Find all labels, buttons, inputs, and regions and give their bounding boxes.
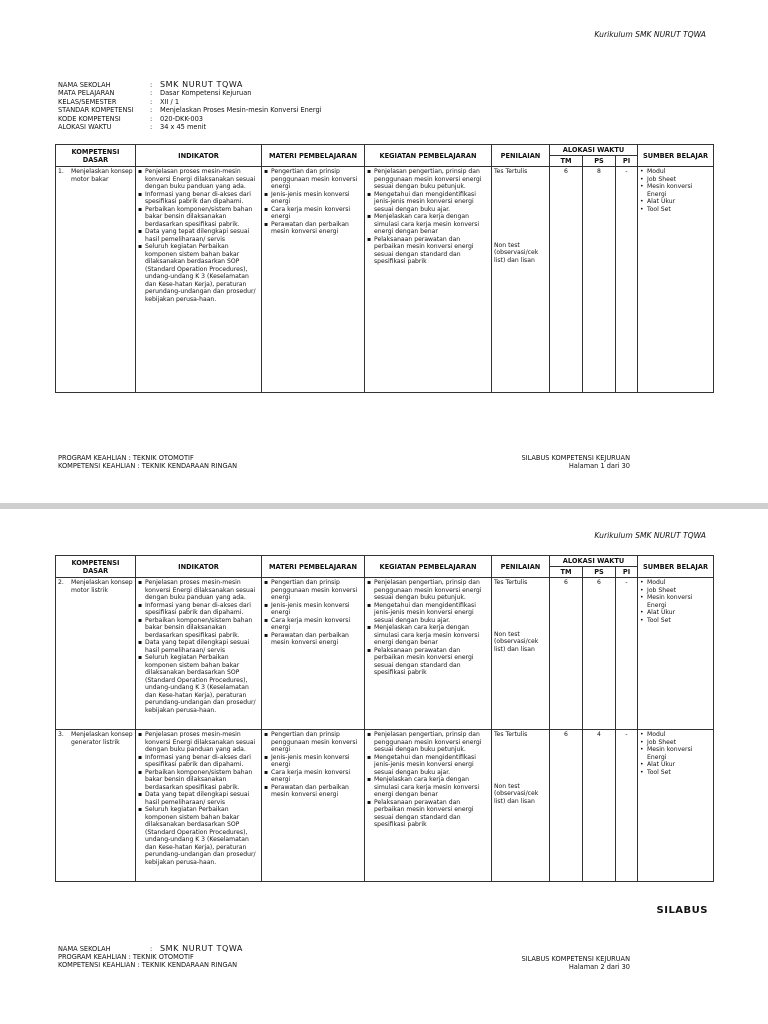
tm-cell: 6	[550, 167, 583, 393]
list-item: ▪ Penjelasan pengertian, prinsip dan penggunaan mesin konversi energi sesuai dengan buku petunjuk.	[374, 579, 489, 602]
page-number: Halaman 2 dari 30	[568, 963, 630, 971]
list-item: ▪ Perawatan dan perbaikan mesin konversi energi	[271, 784, 362, 799]
school-name: SMK NURUT TQWA	[160, 80, 243, 89]
header-pi: PI	[616, 156, 638, 167]
curriculum-header: Kurikulum SMK NURUT TQWA	[594, 30, 706, 39]
pi-cell: -	[616, 730, 638, 882]
header-pi: PI	[616, 567, 638, 578]
list-item: • Mesin konversi Energi	[647, 746, 711, 761]
list-item: • Modul	[647, 731, 711, 739]
table-row	[56, 578, 714, 730]
header-kompetensi: KOMPETENSI DASAR	[56, 556, 136, 578]
materi-cell	[262, 167, 365, 393]
info-row: KELAS/SEMESTER : XII / 1	[58, 97, 180, 106]
list-item: • Tool Set	[647, 769, 711, 777]
info-row: STANDAR KOMPETENSI : Menjelaskan Proses Mesin-mesin Konversi Energi	[58, 106, 322, 115]
list-item: • Alat Ukur	[647, 609, 711, 617]
header-indikator: INDIKATOR	[136, 145, 262, 167]
document-page-1	[0, 0, 768, 503]
syllabus-table-2	[55, 555, 714, 882]
sop-text: (Standard Operation Procedures), undang-undang K 3 (Keselamatan dan Kese-hatan Kerja), peraturan perundang-undangan dan prosedur/ kebijakan perusa-haan.	[145, 676, 256, 714]
list-item: • Job Sheet	[647, 587, 711, 595]
materi-cell	[262, 578, 365, 730]
list-item: • Tool Set	[647, 206, 711, 214]
list-item: ▪ Pengertian dan prinsip penggunaan mesin konversi energi	[271, 731, 362, 754]
list-item: • Mesin konversi Energi	[647, 183, 711, 198]
penilaian-cell: Tes Tertulis Non test (observasi/cek list) dan lisan	[492, 578, 550, 730]
list-item: ▪ Data yang tepat dilengkapi sesuai hasil pemeliharaan/ servis	[145, 228, 259, 243]
footer-right: SILABUS KOMPETENSI KEJURUAN Halaman 2 dari 30	[514, 955, 630, 971]
kompetensi-cell: 2. Menjelaskan konsep motor listrik	[56, 578, 136, 730]
list-item: ▪ Menjelaskan cara kerja dengan simulasi cara kerja mesin konversi energi dengan benar	[374, 624, 489, 647]
list-item: ▪ Pengertian dan prinsip penggunaan mesin konversi energi	[271, 168, 362, 191]
tm-cell: 6	[550, 730, 583, 882]
info-row: ALOKASI WAKTU : 34 x 45 menit	[58, 123, 207, 132]
materi-cell	[262, 730, 365, 882]
kompetensi-cell: 3. Menjelaskan konsep generator listrik	[56, 730, 136, 882]
list-item: • Mesin konversi Energi	[647, 594, 711, 609]
list-item: ▪ Pelaksanaan perawatan dan perbaikan mesin konversi energi sesuai dengan standard dan spesifikasi pabrik	[374, 799, 489, 829]
list-item: ▪ Perbaikan komponen/sistem bahan bakar bensin dilaksanakan berdasarkan spesifikasi pabrik.	[145, 206, 259, 229]
list-item: ▪ Penjelasan pengertian, prinsip dan penggunaan mesin konversi energi sesuai dengan buku petunjuk.	[374, 168, 489, 191]
list-item: • Modul	[647, 579, 711, 587]
list-item: ▪ Jenis-jenis mesin konversi energi	[271, 602, 362, 617]
list-item: • Job Sheet	[647, 176, 711, 184]
list-item: ▪ Perawatan dan perbaikan mesin konversi energi	[271, 632, 362, 647]
table-row	[56, 167, 714, 393]
header-sumber: SUMBER BELAJAR	[638, 556, 714, 578]
school-info	[58, 81, 321, 131]
syllabus-table-1	[55, 144, 714, 393]
header-alokasi: ALOKASI WAKTU	[550, 556, 638, 567]
list-item: ▪ Penjelasan proses mesin-mesin konversi Energi dilaksanakan sesuai dengan buku panduan yang ada.	[145, 579, 259, 602]
curriculum-header: Kurikulum SMK NURUT TQWA	[594, 531, 706, 540]
list-item: ▪ Mengetahui dan mengidentifikasi jenis-jenis mesin konversi energi sesuai dengan buku ajar.	[374, 191, 489, 214]
list-item: ▪ Penjelasan proses mesin-mesin konversi Energi dilaksanakan sesuai dengan buku panduan yang ada.	[145, 731, 259, 754]
kegiatan-cell	[365, 578, 492, 730]
list-item: ▪ Seluruh kegiatan Perbaikan komponen sistem bahan bakar dilaksanakan berdasarkan SOP	[145, 654, 259, 677]
header-materi: MATERI PEMBELAJARAN	[262, 145, 365, 167]
sumber-cell	[638, 730, 714, 882]
footer-right: SILABUS KOMPETENSI KEJURUAN Halaman 1 dari 30	[514, 454, 630, 470]
list-item: ▪ Informasi yang benar di-akses dari spesifikasi pabrik dan dipahami.	[145, 754, 259, 769]
header-tm: TM	[550, 567, 583, 578]
indikator-cell	[136, 578, 262, 730]
list-item: • Alat Ukur	[647, 198, 711, 206]
list-item: ▪ Menjelaskan cara kerja dengan simulasi cara kerja mesin konversi energi dengan benar	[374, 776, 489, 799]
sumber-cell	[638, 578, 714, 730]
list-item: ▪ Jenis-jenis mesin konversi energi	[271, 754, 362, 769]
header-penilaian: PENILAIAN	[492, 556, 550, 578]
list-item: ▪ Seluruh kegiatan Perbaikan komponen sistem bahan bakar dilaksanakan berdasarkan SOP	[145, 243, 259, 266]
kompetensi-cell: 1. Menjelaskan konsep motor bakar	[56, 167, 136, 393]
list-item: ▪ Cara kerja mesin konversi energi	[271, 617, 362, 632]
header-kompetensi: KOMPETENSI DASAR	[56, 145, 136, 167]
list-item: ▪ Seluruh kegiatan Perbaikan komponen sistem bahan bakar dilaksanakan berdasarkan SOP	[145, 806, 259, 829]
list-item: ▪ Data yang tepat dilengkapi sesuai hasil pemeliharaan/ servis	[145, 791, 259, 806]
list-item: ▪ Mengetahui dan mengidentifikasi jenis-jenis mesin konversi energi sesuai dengan buku ajar.	[374, 602, 489, 625]
sumber-cell	[638, 167, 714, 393]
list-item: ▪ Penjelasan proses mesin-mesin konversi Energi dilaksanakan sesuai dengan buku panduan yang ada.	[145, 168, 259, 191]
ps-cell: 8	[583, 167, 616, 393]
indikator-cell	[136, 730, 262, 882]
list-item: ▪ Data yang tepat dilengkapi sesuai hasil pemeliharaan/ servis	[145, 639, 259, 654]
list-item: ▪ Perbaikan komponen/sistem bahan bakar bensin dilaksanakan berdasarkan spesifikasi pabrik.	[145, 769, 259, 792]
page-number: Halaman 1 dari 30	[568, 462, 630, 470]
list-item: • Job Sheet	[647, 739, 711, 747]
info-row: MATA PELAJARAN : Dasar Kompetensi Kejuruan	[58, 89, 252, 98]
list-item: ▪ Menjelaskan cara kerja dengan simulasi cara kerja mesin konversi energi dengan benar	[374, 213, 489, 236]
info-row: KODE KOMPETENSI : 020-DKK-003	[58, 114, 203, 123]
header-alokasi: ALOKASI WAKTU	[550, 145, 638, 156]
list-item: ▪ Informasi yang benar di-akses dari spesifikasi pabrik dan dipahami.	[145, 602, 259, 617]
table-row	[56, 730, 714, 882]
pi-cell: -	[616, 167, 638, 393]
header-tm: TM	[550, 156, 583, 167]
kegiatan-cell	[365, 167, 492, 393]
tm-cell: 6	[550, 578, 583, 730]
list-item: ▪ Mengetahui dan mengidentifikasi jenis-jenis mesin konversi energi sesuai dengan buku ajar.	[374, 754, 489, 777]
list-item: • Tool Set	[647, 617, 711, 625]
header-penilaian: PENILAIAN	[492, 145, 550, 167]
header-kegiatan: KEGIATAN PEMBELAJARAN	[365, 145, 492, 167]
pi-cell: -	[616, 578, 638, 730]
list-item: ▪ Pelaksanaan perawatan dan perbaikan mesin konversi energi sesuai dengan standard dan spesifikasi pabrik	[374, 236, 489, 266]
indikator-cell	[136, 167, 262, 393]
penilaian-cell: Tes Tertulis Non test (observasi/cek list) dan lisan	[492, 167, 550, 393]
list-item: ▪ Pelaksanaan perawatan dan perbaikan mesin konversi energi sesuai dengan standard dan spesifikasi pabrik	[374, 647, 489, 677]
list-item: ▪ Penjelasan pengertian, prinsip dan penggunaan mesin konversi energi sesuai dengan buku petunjuk.	[374, 731, 489, 754]
header-kegiatan: KEGIATAN PEMBELAJARAN	[365, 556, 492, 578]
ps-cell: 6	[583, 578, 616, 730]
footer-left: NAMA SEKOLAH : SMK NURUT TQWA PROGRAM KEAHLIAN : TEKNIK OTOMOTIF KOMPETENSI KEAHLIAN : TEKNIK KENDARAAN RINGAN	[58, 944, 243, 969]
header-ps: PS	[583, 156, 616, 167]
kegiatan-cell	[365, 730, 492, 882]
list-item: ▪ Informasi yang benar di-akses dari spesifikasi pabrik dan dipahami.	[145, 191, 259, 206]
header-materi: MATERI PEMBELAJARAN	[262, 556, 365, 578]
list-item: ▪ Perbaikan komponen/sistem bahan bakar bensin dilaksanakan berdasarkan spesifikasi pabrik.	[145, 617, 259, 640]
header-sumber: SUMBER BELAJAR	[638, 145, 714, 167]
header-ps: PS	[583, 567, 616, 578]
list-item: ▪ Perawatan dan perbaikan mesin konversi energi	[271, 221, 362, 236]
list-item: ▪ Pengertian dan prinsip penggunaan mesin konversi energi	[271, 579, 362, 602]
list-item: ▪ Jenis-jenis mesin konversi energi	[271, 191, 362, 206]
info-row: NAMA SEKOLAH : SMK NURUT TQWA	[58, 80, 243, 89]
document-page-2	[0, 509, 768, 1024]
list-item: ▪ Cara kerja mesin konversi energi	[271, 206, 362, 221]
footer-left: PROGRAM KEAHLIAN : TEKNIK OTOMOTIF KOMPETENSI KEAHLIAN : TEKNIK KENDARAAN RINGAN	[58, 454, 238, 470]
sop-text: (Standard Operation Procedures), undang-undang K 3 (Keselamatan dan Kese-hatan Kerja), peraturan perundang-undangan dan prosedur/ kebijakan perusa-haan.	[145, 265, 256, 303]
header-indikator: INDIKATOR	[136, 556, 262, 578]
list-item: • Modul	[647, 168, 711, 176]
sop-text: (Standard Operation Procedures), undang-undang K 3 (Keselamatan dan Kese-hatan Kerja), peraturan perundang-undangan dan prosedur/ kebijakan perusa-haan.	[145, 828, 256, 866]
ps-cell: 4	[583, 730, 616, 882]
list-item: ▪ Cara kerja mesin konversi energi	[271, 769, 362, 784]
list-item: • Alat Ukur	[647, 761, 711, 769]
silabus-title: SILABUS	[656, 905, 708, 916]
penilaian-cell: Tes Tertulis Non test (observasi/cek list) dan lisan	[492, 730, 550, 882]
